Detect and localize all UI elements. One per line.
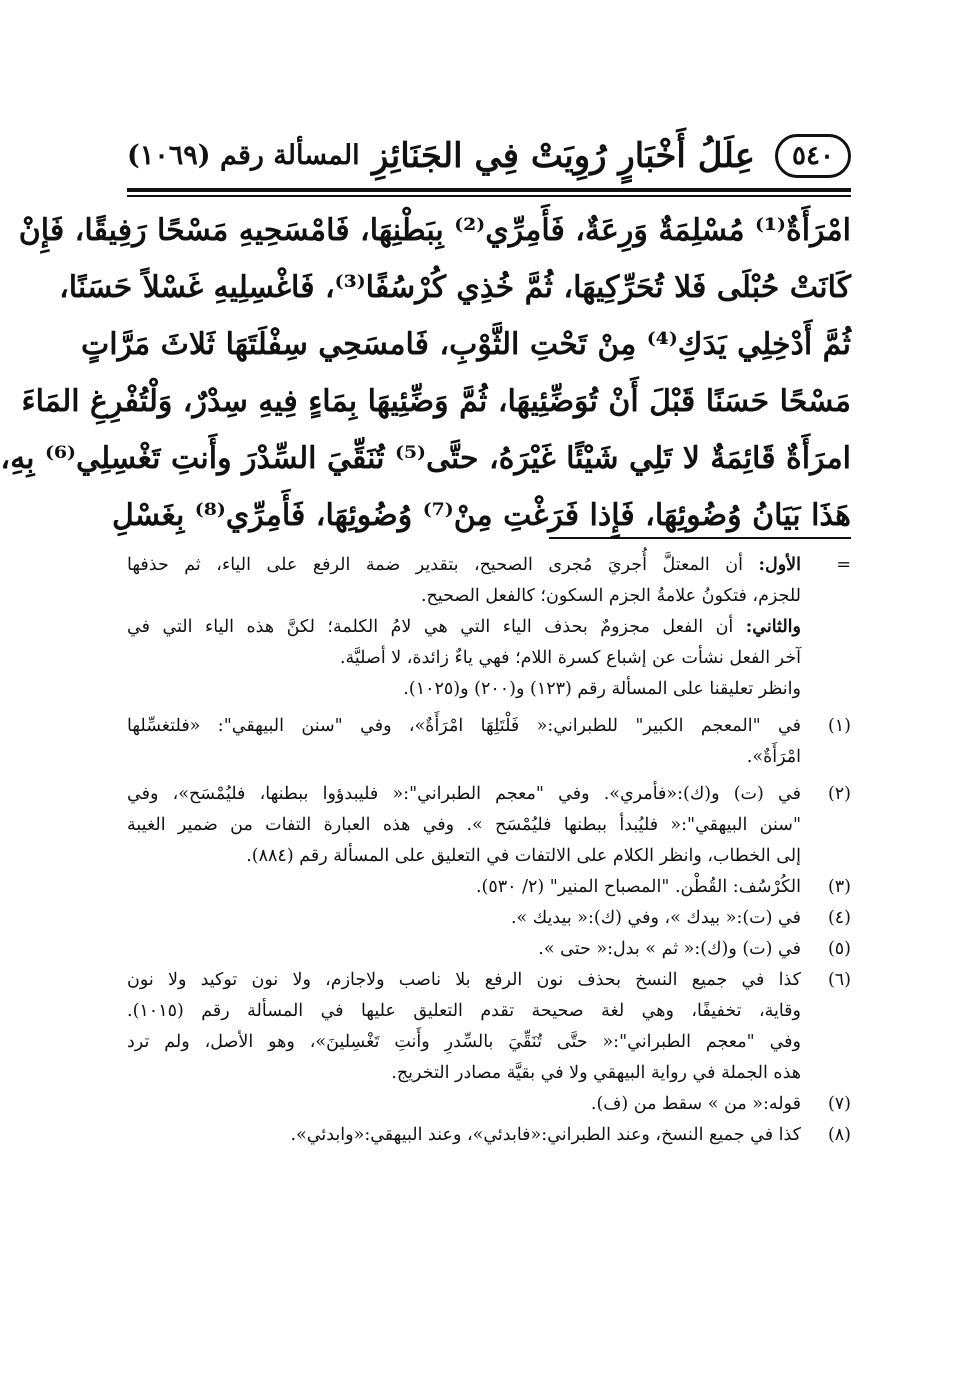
note-text: أن الفعل مجزومٌ بحذف الياء التي هي لامُ الكلمة؛ لكنَّ هذه الياء التي في [127,617,734,637]
main-text-line: امرَأَةٌ قَائِمَةٌ لا تَلِي شَيْئًا غَيْرَهُ، حتَّى⁽⁵⁾ تُنَقِّيَ السِّدْرَ وأَنتِ تَغْسِلِي⁽⁶⁾ بِهِ، [0,441,851,476]
main-text-line: مَسْحًا حَسَنًا قَبْلَ أَنْ تُوَضِّئِيهَا، ثُمَّ وَضِّئِيهَا بِمَاءٍ فِيهِ سِدْرٌ، وَلْتُفْرِغِ المَاءَ [21,384,851,419]
note-line: كذا في جميع النسخ بحذف نون الرفع بلا ناصب ولاجازم، ولا نون توكيد ولا نون [127,970,801,990]
footnote-5 [127,934,851,965]
footnote-body [127,1120,801,1151]
note-line [127,550,801,581]
note-text: أن المعتلَّ أُجريَ مُجرى الصحيح، بتقدير ضمة الرفع على الياء، ثم حذفها [127,555,743,575]
footnote-body [127,1089,801,1120]
footnote-body [127,903,801,934]
footnote-body [127,711,801,773]
note-lead-word: الأول: [758,555,801,575]
footnote-4 [127,903,851,934]
issue-number: المسألة رقم (١٠٦٩) [127,140,360,171]
page-number: ٥٤٠ [792,141,834,171]
continuation-note-body [127,550,801,705]
footnote-number: (٥) [827,939,851,959]
footnote-separator [549,537,851,539]
note-line: هذه الجملة في رواية البيهقي ولا في بقيَّة مصادر التخريج. [391,1063,801,1083]
header-rule-thick [127,188,851,192]
footnote-8 [127,1120,851,1151]
page-header [127,128,851,184]
footnote-body [127,779,801,872]
footnote-7 [127,1089,851,1120]
note-line: امْرَأَةٌ». [746,747,801,767]
note-line: الكُرْسُف: القُطْن. "المصباح المنير" (٢/ ٥٣٠). [475,877,801,897]
note-line: وفي "معجم الطبراني":« حتَّى تُنَقِّيَ بالسِّدرِ وأَنتِ تَغْسِلينَ»، وهو الأصل، ولم ترد [127,1032,801,1052]
note-line: إلى الخطاب، وانظر الكلام على الالتفات في التعليق على المسألة رقم (٨٨٤). [246,846,801,866]
footnote-number: (٨) [827,1125,851,1145]
main-text [0,202,851,544]
book-title: عِلَلُ أَخْبَارٍ رُوِيَتْ فِي الجَنَائِزِ [371,136,755,176]
footnote-number: (٦) [827,970,851,990]
page-number-badge [775,134,851,178]
footnote-2 [127,779,851,872]
footnote-body [127,965,801,1089]
footnote-3 [127,872,851,903]
note-line: في "المعجم الكبير" للطبراني:« فَلْتَلِهَا امْرَأَةٌ»، وفي "سنن البيهقي": «فلتغسِّلها [127,716,801,736]
footnote-body [127,872,801,903]
note-line: في (ت):« بيدك »، وفي (ك):« بيديك ». [510,908,801,928]
note-lead-word: والثاني: [745,617,801,637]
footnotes [127,550,851,1151]
note-line: في (ت) و(ك):«فأمري». وفي "معجم الطبراني":« فليبدؤوا ببطنها، فليُمْسَح»، وفي [127,784,801,804]
footnote-1 [127,711,851,773]
continuation-note [127,550,851,705]
note-line: وانظر تعليقنا على المسألة رقم (١٢٣) و(٢٠٠) و(١٠٢٥). [403,679,801,699]
footnote-number: (٤) [827,908,851,928]
footnote-number: (٣) [827,877,851,897]
note-line [127,612,801,643]
main-text-line: امْرَأَةٌ⁽¹⁾ مُسْلِمَةٌ وَرِعَةٌ، فَأَمِرِّي⁽²⁾ بِبَطْنِهَا، فَامْسَحِيهِ مَسْحًا رَفِيقًا، فَإِنْ [18,213,851,248]
footnote-number: (٢) [827,784,851,804]
footnote-6 [127,965,851,1089]
note-line: آخر الفعل نشأت عن إشباع كسرة اللام؛ فهي ياءٌ زائدة، لا أصليَّة. [339,648,801,668]
note-line: وقاية، تخفيفًا، وهي لغة صحيحة تقدم التعليق عليها في المسألة رقم (١٠١٥). [127,1001,801,1021]
note-line: للجزم، فتكونُ علامةُ الجزم السكون؛ كالفعل الصحيح. [420,586,801,606]
footnote-body [127,934,801,965]
footnote-number: (١) [827,716,851,736]
continuation-marker: = [836,555,851,575]
note-line: في (ت) و(ك):« ثم » بدل:« حتى ». [538,939,801,959]
note-line: "سنن البيهقي":« فليُبدأ ببطنها فليُمْسَح ». وفي هذه العبارة التفات من ضمير الغيبة [127,815,801,835]
main-text-line: هَذَا بَيَانُ وُضُوئِهَا، فَإِذا فَرَغْتِ مِنْ⁽⁷⁾ وُضُوئِهَا، فَأَمِرِّي⁽⁸⁾ بِغَسْلِ [112,498,851,533]
note-line: قوله:« من » سقط من (ف). [590,1094,801,1114]
footnote-number: (٧) [827,1094,851,1114]
main-text-line: ثُمَّ أَدْخِلِي يَدَكِ⁽⁴⁾ مِنْ تَحْتِ الثَّوْبِ، فَامسَحِي سِفْلَتَهَا ثَلاثَ مَرَّاتٍ [81,327,851,362]
header-rule-thin [127,195,851,197]
main-text-line: كَانَتْ حُبْلَى فَلا تُحَرِّكِيهَا، ثُمَّ خُذِي كُرْسُفًا⁽³⁾، فَاغْسِلِيهِ غَسْلاً حَسَنًا، [59,270,851,305]
note-line: كذا في جميع النسخ، وعند الطبراني:«فابدئي»، وعند البيهقي:«وابدئي». [290,1125,801,1145]
